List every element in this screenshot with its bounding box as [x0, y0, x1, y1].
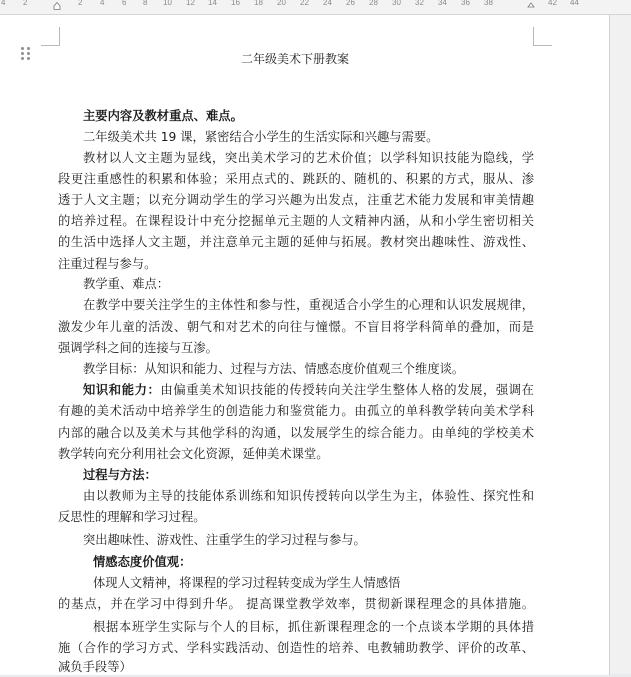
ruler-tick-label: 18: [254, 0, 263, 7]
line-text: 体现人文精神，将课程的学习过程转变成为学生人情感悟: [93, 576, 401, 590]
ruler-tick-label: 20: [277, 0, 286, 7]
ruler-tick-label: 44: [570, 0, 579, 7]
document-line: [58, 444, 534, 464]
line-text: 有趣的美术活动中培养学生的创造能力和鉴赏能力。由孤立的单科教学转向美术学科: [58, 404, 534, 418]
document-line: [93, 573, 534, 593]
ruler-tick-label: 22: [300, 0, 309, 7]
line-text: 段更注重感性的积累和体验；采用点式的、跳跃的、随机的、积累的方式，服从、渗: [58, 172, 534, 186]
ruler-tick-label: 4: [1, 0, 6, 7]
ruler-tick-label: 34: [438, 0, 447, 7]
document-line: [83, 274, 534, 294]
line-text: 教学目标：从知识和能力、过程与方法、情感态度价值观三个维度谈。: [83, 362, 465, 376]
document-line: [58, 169, 534, 189]
line-text: 突出趣味性、游戏性、注重学生的学习过程与参与。: [83, 533, 366, 547]
document-line: [83, 486, 534, 506]
document-line: [58, 317, 534, 337]
line-text: 的培养过程。在课程设计中充分挖掘单元主题的人文精神内涵，从和小学生密切相关: [58, 214, 534, 228]
document-line: [58, 638, 534, 658]
document-line: [93, 552, 534, 572]
document-line: [58, 507, 534, 527]
left-indent-marker-icon[interactable]: [53, 2, 61, 10]
document-title: 二年级美术下册教案: [240, 52, 349, 66]
line-text: 的基点，并在学习中得到升华。 提高课堂教学效率，贯彻新课程理念的具体措施。: [58, 597, 534, 611]
ruler-tick-label: 12: [186, 0, 195, 7]
document-line: [83, 465, 534, 485]
line-text: 的生活中选择人文主题，并注意单元主题的延伸与拓展。教材突出趣味性、游戏性、: [58, 235, 534, 249]
document-line: [58, 401, 534, 421]
line-text: 教材以人文主题为显线，突出美术学习的艺术价值；以学科知识技能为隐线，学: [83, 151, 534, 165]
line-text: 减负手段等）: [58, 660, 132, 674]
page-margin-corner-top-left: [41, 27, 60, 46]
line-text: 过程与方法：: [83, 468, 157, 482]
ruler-tick-label: 42: [548, 0, 557, 7]
page-margin-corner-top-right: [533, 27, 552, 46]
document-line: [83, 295, 534, 315]
line-text: 情感态度价值观：: [93, 555, 192, 569]
document-line: [93, 617, 534, 637]
document-line: [58, 190, 534, 210]
line-text: 强调学科之间的连接与互渗。: [58, 341, 218, 355]
document-line: [83, 148, 534, 168]
document-line: [83, 380, 534, 400]
line-text: 主要内容及教材重点、难点。: [83, 109, 243, 123]
vertical-scrollbar[interactable]: [610, 15, 631, 674]
ruler-tick-label: 36: [461, 0, 470, 7]
line-text: 由以教师为主导的技能体系训练和知识传授转向以学生为主，体验性、探究性和: [83, 489, 534, 503]
ruler-tick-label: 32: [415, 0, 424, 7]
right-indent-marker-icon[interactable]: [527, 2, 535, 10]
ruler-tick-label: 38: [484, 0, 493, 7]
line-text: 根据本班学生实际与个人的目标，抓住新课程理念的一个点谈本学期的具体措: [93, 620, 534, 634]
ruler-tick-label: 6: [122, 0, 127, 7]
line-text: 反思性的理解和学习过程。: [58, 510, 206, 524]
document-line: [58, 423, 534, 443]
horizontal-ruler[interactable]: [0, 0, 631, 15]
document-line: [83, 106, 534, 126]
line-text: 透于人文主题；以充分调动学生的学习兴趣为出发点，注重艺术能力发展和审美情趣: [58, 193, 534, 207]
document-line: [83, 530, 534, 550]
document-line: [58, 254, 534, 274]
line-text: 激发少年儿童的活泼、朝气和对艺术的向往与憧憬。不盲目将学科简单的叠加，而是: [58, 320, 534, 334]
ruler-tick-label: 16: [231, 0, 240, 7]
document-line: [83, 359, 534, 379]
drag-handle-icon[interactable]: [21, 47, 31, 61]
ruler-tick-label: 2: [78, 0, 83, 7]
ruler-tick-label: 14: [208, 0, 217, 7]
line-text: 二年级美术共 19 课，紧密结合小学生的生活实际和兴趣与需要。: [83, 130, 439, 144]
ruler-tick-label: 28: [369, 0, 378, 7]
ruler-tick-label: 2: [23, 0, 28, 7]
ruler-tick-label: 8: [143, 0, 148, 7]
line-text: 教学重、难点：: [83, 277, 170, 291]
ruler-tick-label: 26: [346, 0, 355, 7]
line-text: 内部的融合以及美术与其他学科的沟通，以发展学生的综合能力。由单纯的学校美术: [58, 426, 534, 440]
document-line: [58, 594, 534, 614]
ruler-tick-label: 24: [323, 0, 332, 7]
document-line: [83, 127, 534, 147]
line-text: 注重过程与参与。: [58, 257, 157, 271]
line-text: 教学转向充分利用社会文化资源，延伸美术课堂。: [58, 447, 329, 461]
document-line: [58, 657, 534, 677]
document-line: [58, 211, 534, 231]
document-line: [58, 232, 534, 252]
line-text: 由偏重美术知识技能的传授转向关注学生整体人格的发展，强调在: [160, 383, 534, 397]
line-text: 在教学中要关注学生的主体性和参与性，重视适合小学生的心理和认识发展规律，: [83, 298, 534, 312]
ruler-tick-label: 30: [392, 0, 401, 7]
line-text: 施（合作的学习方式、学科实践活动、创造性的培养、电教辅助教学、评价的改革、: [58, 641, 534, 655]
ruler-tick-label: 10: [163, 0, 172, 7]
line-bold-prefix: 知识和能力：: [83, 383, 161, 397]
ruler-tick-label: 4: [100, 0, 105, 7]
document-line: [58, 338, 534, 358]
